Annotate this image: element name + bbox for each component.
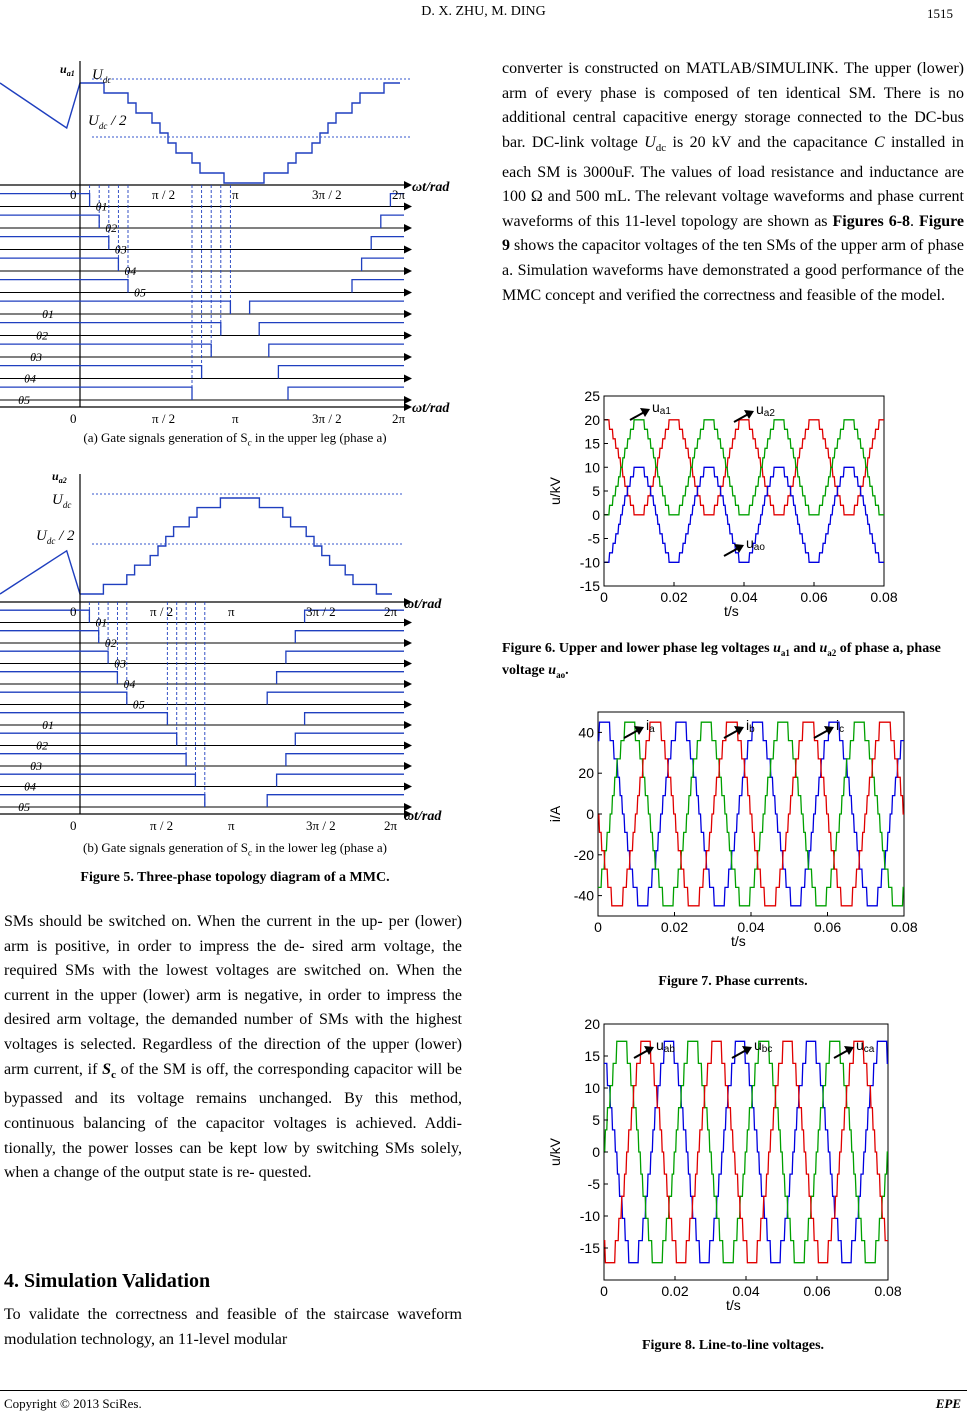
running-header: D. X. ZHU, M. DING: [421, 4, 546, 19]
level-half-label: $U_{dc} / 2$: [88, 113, 127, 131]
y-tick-label: 20: [578, 765, 594, 782]
tick-label: 2π: [384, 818, 398, 833]
theta-label: −θ2: [28, 738, 48, 753]
y-tick-label: 40: [578, 724, 594, 741]
figure-8-chart: [548, 1018, 912, 1324]
y-tick-label: 15: [584, 1048, 600, 1064]
arrow-icon: [404, 353, 412, 361]
x-tick-label: 0.04: [737, 919, 765, 935]
section-paragraph: To validate the correctness and feasible of the staircase waveform modulation technology, an 11-level modular: [4, 1306, 462, 1348]
series-label-ua1: ua1: [652, 399, 671, 417]
theta-label: −θ2: [28, 328, 48, 343]
arrow-icon: [404, 332, 412, 340]
footer-divider: [0, 1390, 967, 1391]
series-label-uab: uab: [656, 1037, 675, 1055]
tick-label: 0: [70, 187, 77, 202]
theta-label: −θ5: [10, 393, 30, 407]
tick-label: π / 2: [150, 604, 174, 619]
tick-label: 2π: [384, 604, 398, 619]
y-axis-label: $u_{a2}$: [52, 469, 67, 485]
figure-5b-caption: (b) Gate signals generation of $S_c$ in the lower leg (phase a): [83, 840, 387, 858]
x-axis-label-top: ωt/rad: [404, 597, 442, 612]
x-axis-label-bottom: ωt/rad: [404, 809, 442, 824]
theta-label: −θ1: [34, 307, 54, 321]
tick-label: π: [232, 411, 239, 426]
y-tick-label: 10: [584, 1080, 600, 1096]
x-tick-label: 0.04: [730, 589, 758, 605]
theta-label: θ3: [114, 656, 126, 671]
left-paragraph: SMs should be switched on. When the current in the up- per (lower) arm is positive, in order to impress the de- sired arm voltage, the required SMs with the lowest voltages are switched on. When the current in the upper (lower) arm is negative, in order to impress the desired arm voltage, the demanded number of SMs with the highest voltages is selected. Regardless of the direction of the upper (lower) arm current, if $S_c$ of the SM is off, the corresponding capacitor will be bypassed and its voltage remains unchanged. By this method, continuous balancing of the capacitor voltages is achieved. Addi- tionally, the power losses can be kept low by switching SMs solely, when a change of the output state is re- quested.: [4, 913, 463, 1182]
gate-pulse: [0, 610, 404, 622]
y-tick-label: -5: [587, 1176, 600, 1192]
y-tick-label: -15: [579, 578, 600, 594]
gate-pulse: [0, 774, 404, 786]
theta-label: θ4: [124, 264, 137, 278]
y-tick-label: -20: [573, 846, 594, 863]
y-tick-label: 10: [584, 459, 600, 476]
arrow-icon: [404, 680, 412, 688]
y-tick-label: -40: [573, 887, 594, 904]
series-label-ua2: ua2: [756, 401, 775, 419]
level-full-label: $U_{dc}$: [92, 67, 112, 85]
arrow-icon: [404, 403, 412, 411]
figure-7-chart: [547, 706, 918, 960]
theta-label: −θ4: [16, 779, 36, 794]
x-tick-label: 0.08: [890, 919, 918, 935]
page-number: 1515: [927, 6, 953, 21]
section-title: 4. Simulation Validation: [4, 1270, 211, 1292]
footer-journal: EPE: [935, 1396, 961, 1411]
gate-pulse: [0, 631, 404, 643]
arrow-icon: [404, 721, 412, 729]
gate-pulse: [0, 692, 404, 704]
y-tick-label: 5: [592, 1112, 600, 1128]
y-axis-label: $u_{a1}$: [60, 62, 75, 78]
theta-label: θ1: [95, 615, 108, 630]
arrow-icon: [404, 701, 412, 709]
y-tick-label: 0: [592, 506, 600, 523]
y-tick-label: 0: [592, 1144, 600, 1160]
arrow-icon: [404, 289, 412, 297]
x-tick-label: 0: [600, 1283, 608, 1299]
tick-label: 3π / 2: [312, 411, 342, 426]
theta-label: −θ3: [22, 350, 42, 364]
theta-label: θ5: [132, 697, 145, 712]
staircase-waveform: [0, 83, 400, 183]
y-tick-label: -10: [579, 1208, 600, 1224]
arrow-icon: [404, 310, 412, 318]
figure-5a-caption: (a) Gate signals generation of $S_c$ in the upper leg (phase a): [83, 430, 387, 448]
x-tick-label: 0.02: [660, 919, 689, 935]
x-tick-label: 0.02: [661, 1283, 689, 1299]
y-tick-label: -15: [579, 1240, 600, 1256]
figure-8-caption: Figure 8. Line-to-line voltages.: [641, 1338, 825, 1353]
arrow-icon: [404, 375, 412, 383]
gate-pulse: [0, 713, 404, 725]
arrow-icon: [404, 783, 412, 791]
x-tick-label: 0.06: [813, 919, 842, 935]
series-label-uao: uao: [746, 535, 765, 553]
tick-label: π / 2: [152, 411, 176, 426]
figure-5b-gate-signal-diagram: [0, 468, 470, 838]
theta-label: θ2: [105, 221, 118, 235]
x-axis-label: t/s: [726, 1297, 741, 1313]
tick-label: π: [232, 187, 239, 202]
right-paragraph: converter is constructed on MATLAB/SIMULINK. The upper (lower) arm of every phase is composed of ten identical SM. There is no additional central capacitive energy storage connected to the DC-bus bar. DC-link voltage $U_{dc}$ is 20 kV and the capacitance C installed in each SM is 3000uF. The values of load resistance and inductance are 100 Ω and 500 mL. The relevant voltage waveforms and phase current waveforms of this 11-level topology are shown as Figures 6-8. Figure 9 shows the capacitor voltages of the ten SMs of the upper arm of phase a. Simulation waveforms have demonstrated a good performance of the MMC concept and verified the correctness and feasible of the model.: [502, 60, 965, 304]
theta-label: θ4: [123, 677, 136, 691]
theta-label: θ2: [104, 636, 117, 650]
x-tick-label: 0.06: [803, 1283, 831, 1299]
tick-label: 0: [70, 818, 77, 833]
tick-label: π: [228, 604, 235, 619]
y-tick-label: 15: [584, 435, 600, 452]
x-tick-label: 0.06: [800, 589, 828, 605]
gate-pulse: [0, 733, 404, 745]
tick-label: 0: [70, 411, 77, 426]
tick-label: 2π: [392, 187, 406, 202]
arrow-icon: [404, 660, 412, 668]
x-axis-label: t/s: [724, 603, 739, 619]
tick-label: 3π / 2: [306, 818, 336, 833]
gate-pulse: [0, 651, 404, 663]
y-tick-label: 5: [592, 483, 600, 499]
theta-label: θ5: [134, 285, 146, 300]
tick-label: 2π: [392, 411, 406, 426]
level-full-label: $U_{dc}$: [52, 492, 72, 510]
gate-pulse: [0, 672, 404, 684]
tick-label: 3π / 2: [312, 187, 342, 202]
theta-label: −θ3: [22, 759, 42, 773]
x-tick-label: 0: [594, 919, 602, 935]
arrow-icon: [404, 181, 412, 189]
arrow-icon: [404, 246, 412, 254]
footer-copyright: Copyright © 2013 SciRes.: [4, 1396, 142, 1411]
y-tick-label: -5: [587, 530, 600, 547]
tick-label: 0: [70, 604, 77, 619]
gate-pulse: [0, 387, 404, 400]
y-tick-label: -10: [579, 554, 600, 571]
y-tick-label: 20: [584, 411, 600, 428]
x-axis-label-top: ωt/rad: [412, 180, 450, 195]
figure-6-caption: Figure 6. Upper and lower phase leg voltages $u_{a1}$ and $u_{a2}$ of phase a, phase voltage $u_{ao}$.: [502, 641, 941, 680]
y-axis-label: i/A: [547, 805, 563, 823]
plot-frame: [604, 396, 884, 586]
arrow-icon: [404, 762, 412, 770]
arrow-icon: [404, 224, 412, 232]
theta-label: −θ4: [16, 371, 36, 386]
tick-label: π: [228, 818, 235, 833]
theta-label: −θ1: [34, 718, 54, 732]
gate-pulse: [0, 754, 404, 766]
x-tick-label: 0.08: [874, 1283, 902, 1299]
figure-7-caption: Figure 7. Phase currents.: [658, 974, 808, 989]
tick-label: 3π / 2: [306, 604, 336, 619]
x-tick-label: 0.08: [870, 589, 898, 605]
y-tick-label: 25: [584, 388, 600, 404]
staircase-waveform: [0, 498, 392, 594]
series-label-uca: uca: [856, 1037, 875, 1055]
arrow-icon: [404, 619, 412, 627]
theta-label: θ1: [95, 199, 108, 214]
x-tick-label: 0.02: [660, 589, 688, 605]
theta-label: −θ5: [10, 800, 30, 814]
series-label-ib: ib: [746, 717, 755, 735]
y-tick-label: 20: [584, 1016, 600, 1032]
figure-6-chart: [548, 388, 912, 623]
arrow-icon: [404, 639, 412, 647]
series-label-ubc: ubc: [754, 1037, 773, 1055]
figure-5-caption: Figure 5. Three-phase topology diagram of a MMC.: [80, 870, 390, 885]
x-tick-label: 0: [600, 589, 608, 605]
arrow-icon: [404, 396, 412, 404]
level-half-label: $U_{dc} / 2$: [36, 528, 75, 546]
arrow-icon: [404, 203, 412, 211]
tick-label: π / 2: [150, 818, 174, 833]
arrow-icon: [404, 267, 412, 275]
series-label-ia: ia: [646, 717, 655, 735]
arrow-icon: [404, 742, 412, 750]
y-axis-label: u/kV: [547, 1137, 563, 1167]
series-label-ic: ic: [836, 717, 845, 735]
y-axis-label: u/kV: [547, 476, 563, 506]
theta-label: θ3: [114, 242, 127, 257]
x-tick-label: 0.04: [732, 1283, 760, 1299]
x-axis-label: t/s: [731, 933, 746, 949]
gate-pulse: [0, 795, 404, 807]
tick-label: π / 2: [152, 187, 176, 202]
figure-5a-gate-signal-diagram: [0, 55, 470, 425]
gate-pulse: [0, 323, 404, 336]
x-axis-label-bottom: ωt/rad: [412, 401, 450, 416]
y-tick-label: 0: [586, 806, 594, 822]
